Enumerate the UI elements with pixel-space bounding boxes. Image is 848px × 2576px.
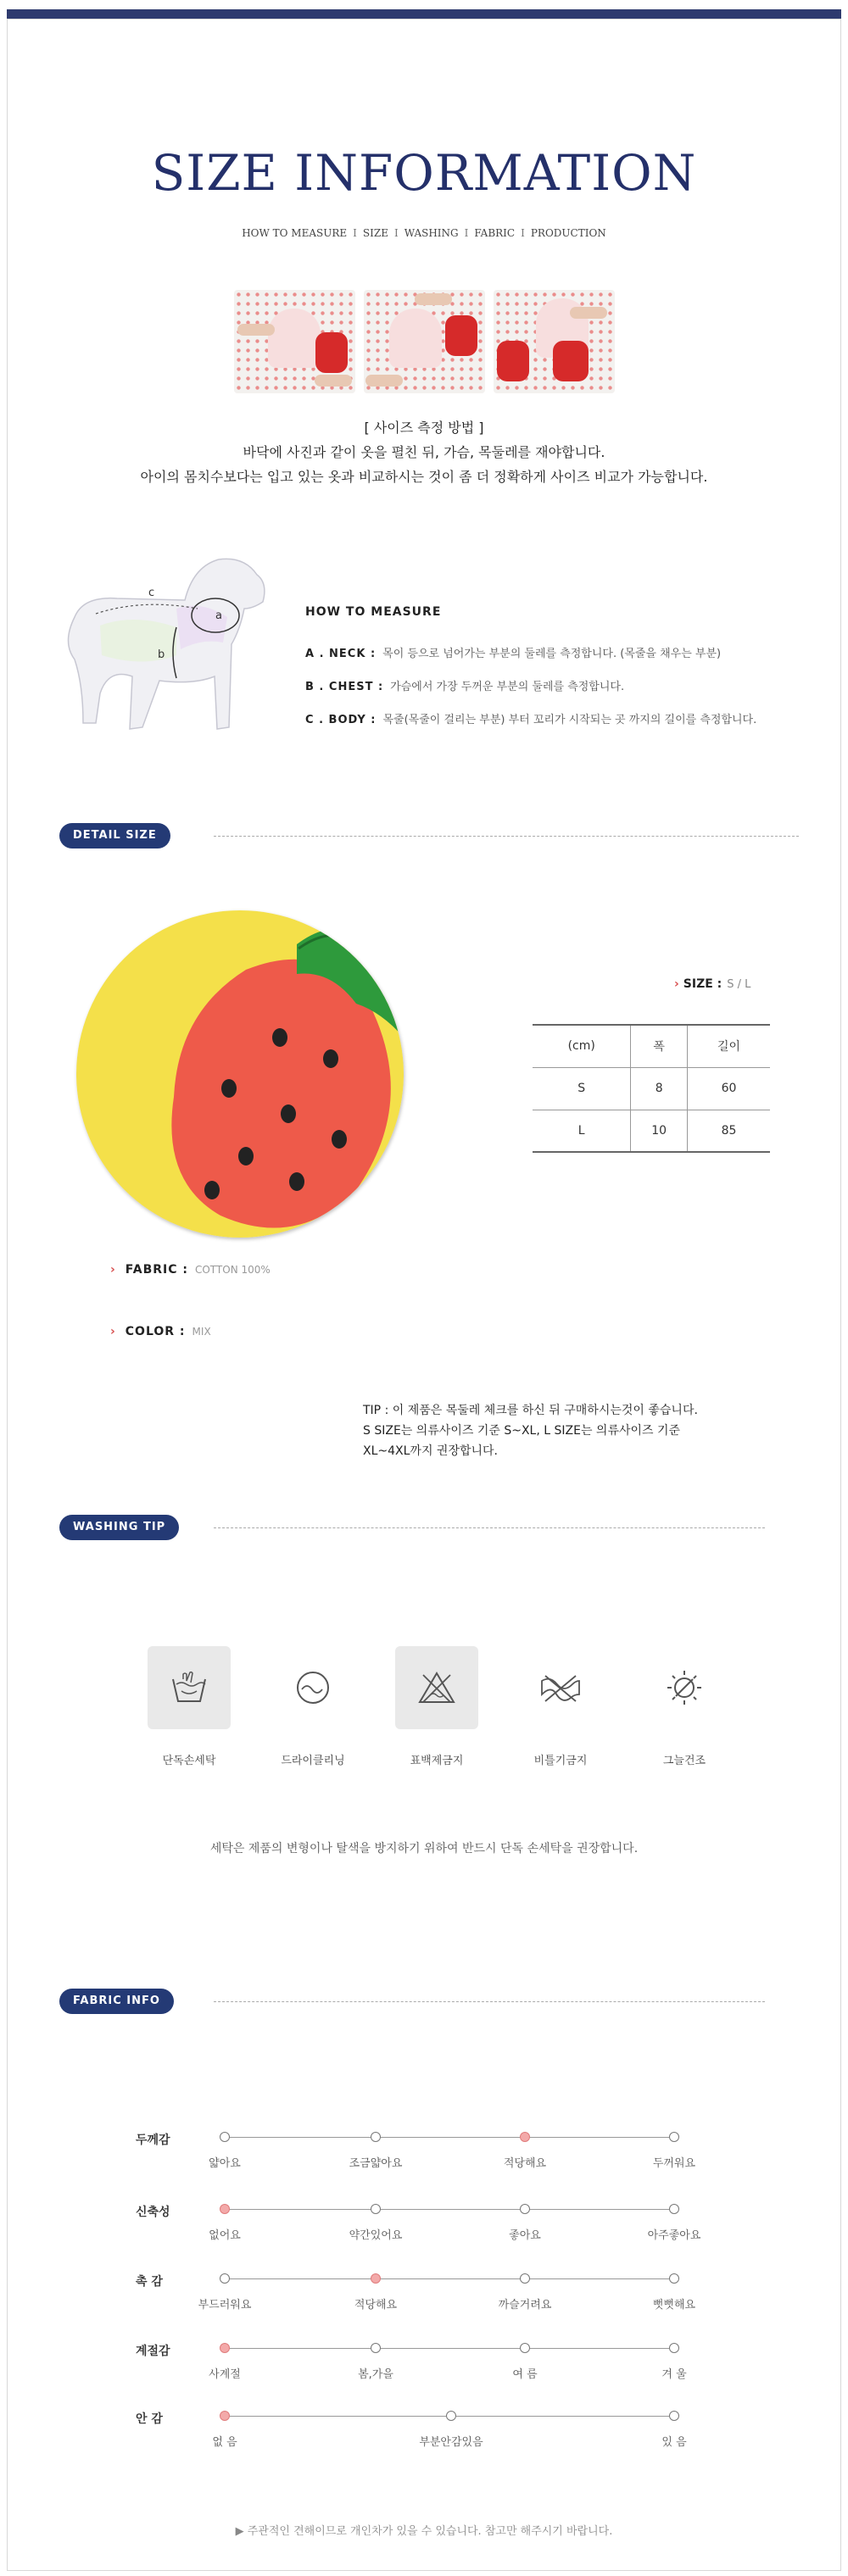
fabric-scale-stretch: 신축성 없어요 약간있어요 좋아요 아주좋아요 [136, 2206, 701, 2242]
detail-size-header [59, 823, 170, 848]
how-to-measure-title: HOW TO MEASURE [305, 605, 442, 619]
section-nav: HOW TO MEASURE I SIZE I WASHING I FABRIC I PRODUCTION [242, 227, 606, 239]
no-wring-icon [538, 1672, 583, 1703]
fabric-scale-touch: 촉 감 부드러워요 적당해요 까슬거려요 뻣뻣해요 [136, 2275, 696, 2312]
nav-washing: WASHING [404, 227, 459, 239]
page-frame [7, 19, 841, 2571]
washing-icons [127, 1646, 746, 1767]
measuring-photo-1 [234, 290, 355, 393]
dry-clean-icon [293, 1668, 332, 1707]
wash-item-hand-wash: 단독손세탁 [127, 1646, 251, 1767]
page-title: SIZE INFORMATION [151, 144, 697, 202]
detail-size-pill: DETAIL SIZE [59, 823, 170, 848]
measure-line-1: 바닥에 사진과 같이 옷을 펼친 뒤, 가슴, 목둘레를 재야합니다. [243, 444, 605, 460]
fabric-spec: › FABRIC : COTTON 100% [110, 1263, 271, 1277]
size-tip: TIP : 이 제품은 목둘레 체크를 하신 뒤 구매하시는것이 좋습니다. S SIZE는 의류사이즈 기준 S~XL, L SIZE는 의류사이즈 기준 XL~4XL까지 권장합니다. [363, 1404, 698, 1458]
wash-item-shade-dry: 그늘건조 [622, 1646, 746, 1767]
diagram-label-a: a [215, 609, 222, 622]
nav-production: PRODUCTION [530, 227, 606, 239]
fabric-info-pill: FABRIC INFO [59, 1989, 174, 2014]
top-accent-bar [7, 9, 841, 19]
size-label: › SIZE : S / L [674, 977, 751, 991]
hand-wash-icon [170, 1671, 209, 1705]
wash-item-no-wring: 비틀기금지 [499, 1646, 622, 1767]
color-spec: › COLOR : MIX [110, 1325, 211, 1338]
chest-measure: B . CHEST : 가슴에서 가장 두꺼운 부분의 둘레를 측정합니다. [305, 681, 625, 693]
shade-dry-icon [664, 1667, 705, 1708]
size-table [533, 1024, 770, 1153]
fabric-swatch-image [76, 910, 404, 1238]
measuring-photo-3 [494, 290, 615, 393]
neck-measure: A . NECK : 목이 등으로 넘어가는 부분의 둘레를 측정합니다. (목줄을 채우는 부분) [305, 648, 722, 660]
wash-item-no-bleach: 표백제금지 [375, 1646, 499, 1767]
nav-size: SIZE [362, 227, 388, 239]
dog-measurement-diagram [49, 549, 278, 744]
measure-line-2: 아이의 몸치수보다는 입고 있는 옷과 비교하시는 것이 좀 더 정확하게 사이즈 비교가 가능합니다. [140, 469, 708, 485]
size-table-header: (cm) 폭 길이 [533, 1025, 770, 1067]
measure-instructions [0, 415, 848, 489]
table-row: L 10 85 [533, 1110, 770, 1152]
fabric-scale-lining: 안 감 없 음 부분안감있음 있 음 [136, 2412, 687, 2449]
no-bleach-icon [416, 1670, 457, 1705]
body-measure: C . BODY : 목줄(목줄이 걸리는 부분) 부터 꼬리가 시작되는 곳 까지의 길이를 측정합니다. [305, 714, 757, 726]
fabric-scale-season: 계절감 사계절 봄,가을 여 름 겨 울 [136, 2345, 687, 2381]
washing-note: 세탁은 제품의 변형이나 탈색을 방지하기 위하여 반드시 단독 손세탁을 권장합니다. [209, 1842, 639, 1855]
chevron-right-icon: › [110, 1325, 115, 1338]
how-to-measure [305, 605, 756, 743]
nav-fabric: FABRIC [474, 227, 516, 239]
measuring-photo-2 [364, 290, 485, 393]
fabric-info-header [59, 1989, 174, 2014]
measure-heading: [ 사이즈 측정 방법 ] [364, 420, 484, 436]
washing-tip-header [59, 1515, 179, 1540]
chevron-right-icon: › [110, 1263, 115, 1277]
washing-tip-pill: WASHING TIP [59, 1515, 179, 1540]
table-row: S 8 60 [533, 1067, 770, 1110]
wash-item-dry-clean: 드라이클리닝 [251, 1646, 375, 1767]
diagram-label-c: c [148, 587, 155, 599]
fabric-scale-thickness: 두께감 얇아요 조금얇아요 적당해요 두꺼워요 [136, 2134, 696, 2170]
measuring-photos [234, 290, 615, 393]
nav-how-to-measure: HOW TO MEASURE [242, 227, 348, 239]
chevron-right-icon: › [674, 977, 679, 991]
footnote: ▶ 주관적인 견해이므로 개인차가 있을 수 있습니다. 참고만 해주시기 바랍니다. [235, 2525, 613, 2538]
diagram-label-b: b [158, 648, 165, 661]
